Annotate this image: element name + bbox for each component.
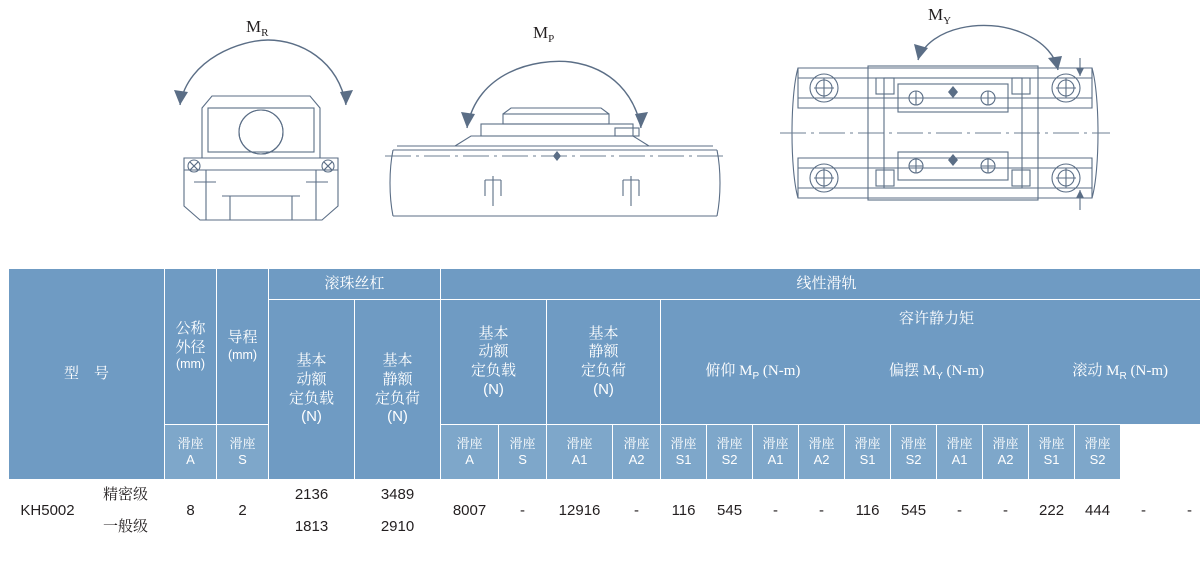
yaw-a2-label: A2 <box>813 452 830 467</box>
bs-sta-l1: 基本 <box>382 352 413 369</box>
carriage-prefix-8: 滑座 <box>716 435 743 451</box>
bs-sta-l3: 定负荷 <box>375 389 421 407</box>
carriage-prefix-4: 滑座 <box>509 435 536 451</box>
bs-dyn-l1: 基本 <box>296 352 327 369</box>
cell-pitch-s1: - <box>753 480 799 544</box>
cell-grade-precision: 精密级 <box>87 480 165 512</box>
subheader-roll-a2 <box>983 425 1029 480</box>
cell-yaw-a2: 545 <box>891 480 937 544</box>
rolling-moment-label: $M_R$ <box>246 17 269 39</box>
subheader-pitch-s1 <box>661 425 707 480</box>
carriage-prefix-5: 滑座 <box>566 435 593 451</box>
cell-pitch-a2: 545 <box>707 480 753 544</box>
pitch-s2-label: S2 <box>721 452 738 467</box>
carriage-prefix-15: 滑座 <box>1038 435 1065 451</box>
carriage-s-1: S <box>238 452 247 467</box>
cell-roll-s1: - <box>1121 480 1167 544</box>
carriage-prefix-16: 滑座 <box>1084 435 1111 451</box>
cell-rail-static-s: - <box>613 480 661 544</box>
header-moment-roll <box>1028 357 1200 388</box>
moment-pitch-label: 俯仰 M <box>705 362 753 379</box>
header-group-rail: 线性滑轨 <box>441 269 1200 300</box>
header-lead <box>217 269 269 425</box>
carriage-s-2: S <box>518 452 527 467</box>
header-rail-dynamic <box>441 300 547 425</box>
subheader-pitch-s2 <box>707 425 753 480</box>
specification-table-wrap <box>8 268 1192 544</box>
yaw-a1-label: A1 <box>767 452 784 467</box>
bs-dyn-l3: 定负载 <box>289 389 335 407</box>
yaw-s2-label: S2 <box>905 452 922 467</box>
pitch-s1-label: S1 <box>675 452 692 467</box>
header-moment-pitch <box>661 357 845 388</box>
carriage-prefix-13: 滑座 <box>946 435 973 451</box>
yawing-moment-label: $M_Y$ <box>928 5 952 27</box>
carriage-prefix-9: 滑座 <box>762 435 789 451</box>
subheader-roll-s1 <box>1029 425 1075 480</box>
bs-dyn-l2: 动额 <box>296 370 327 388</box>
header-model: 型 号 <box>9 269 165 480</box>
header-group-ballscrew: 滚珠丝杠 <box>269 269 441 300</box>
carriage-prefix-1: 滑座 <box>177 435 204 451</box>
rail-dyn-l1: 基本 <box>478 324 509 342</box>
subheader-yaw-s1 <box>845 425 891 480</box>
subheader-pitch-a2 <box>613 425 661 480</box>
carriage-prefix-11: 滑座 <box>854 435 881 451</box>
rail-sta-unit: (N) <box>593 380 614 398</box>
subheader-yaw-a2 <box>799 425 845 480</box>
roll-a2-label: A2 <box>997 452 1014 467</box>
cell-bs-dynamic-precision: 2136 <box>269 480 355 512</box>
header-outer-dia <box>165 269 217 425</box>
bs-dyn-unit: (N) <box>301 408 322 426</box>
subheader-rail-dyn-a <box>165 425 217 480</box>
header-rail-static <box>547 300 661 425</box>
yawing-moment-diagram <box>780 0 1110 245</box>
header-outer-dia-unit: (mm) <box>175 357 206 372</box>
specification-table <box>8 268 1200 544</box>
bs-sta-unit: (N) <box>387 408 408 426</box>
subheader-yaw-a1 <box>753 425 799 480</box>
yaw-s1-label: S1 <box>859 452 876 467</box>
header-outer-dia-l1: 公称 <box>175 319 206 337</box>
rail-sta-l2: 静额 <box>588 343 619 361</box>
rail-dyn-l3: 定负载 <box>471 362 517 379</box>
carriage-prefix-6: 滑座 <box>623 435 650 451</box>
cell-bs-static-general: 2910 <box>355 512 441 544</box>
cell-rail-dynamic-s: - <box>499 480 547 544</box>
moment-roll-sub: R <box>1119 370 1127 382</box>
subheader-roll-s2 <box>1075 425 1121 480</box>
header-bs-static <box>355 300 441 480</box>
cell-rail-dynamic-a: 8007 <box>441 480 499 544</box>
cell-yaw-s1: - <box>937 480 983 544</box>
carriage-prefix-2: 滑座 <box>229 435 256 451</box>
cell-pitch-a1: 116 <box>661 480 707 544</box>
rolling-moment-diagram <box>150 10 370 240</box>
bs-sta-l2: 静额 <box>382 370 413 388</box>
cell-yaw-a1: 116 <box>845 480 891 544</box>
carriage-prefix-3: 滑座 <box>456 435 483 451</box>
roll-s1-label: S1 <box>1043 452 1060 467</box>
table-header <box>9 269 1200 480</box>
pitch-a1-label: A1 <box>571 452 588 467</box>
roll-s2-label: S2 <box>1089 452 1106 467</box>
cell-roll-s2: - <box>1167 480 1200 544</box>
carriage-prefix-7: 滑座 <box>670 435 697 451</box>
cell-grade-general: 一般级 <box>87 512 165 544</box>
header-group-moment <box>661 300 1200 425</box>
pitching-moment-diagram <box>385 10 725 240</box>
cell-bs-dynamic-general: 1813 <box>269 512 355 544</box>
cell-pitch-s2: - <box>799 480 845 544</box>
cell-lead: 2 <box>217 480 269 544</box>
cell-bs-static-precision: 3489 <box>355 480 441 512</box>
cell-model: KH5002 <box>9 480 87 544</box>
table-row <box>9 480 1200 512</box>
diagram-strip <box>0 0 1200 262</box>
roll-a1-label: A1 <box>951 452 968 467</box>
header-moment-yaw <box>845 357 1029 388</box>
rail-dyn-l2: 动额 <box>478 343 509 361</box>
moment-yaw-label: 偏摆 M <box>889 362 937 379</box>
rail-sta-l3: 定负荷 <box>581 362 627 379</box>
header-bs-dynamic <box>269 300 355 480</box>
moment-roll-unit: (N-m) <box>1126 362 1168 379</box>
subheader-rail-sta-a <box>441 425 499 480</box>
rail-sta-l1: 基本 <box>588 324 619 342</box>
cell-rail-static-a: 12916 <box>547 480 613 544</box>
moment-roll-label: 滚动 M <box>1072 362 1120 379</box>
header-group-moment-label: 容许静力矩 <box>899 310 975 327</box>
pitching-moment-label: $M_P$ <box>533 23 555 45</box>
pitch-a2-label: A2 <box>628 452 645 467</box>
carriage-prefix-10: 滑座 <box>808 435 835 451</box>
rail-dyn-unit: (N) <box>483 380 504 398</box>
subheader-yaw-s2 <box>891 425 937 480</box>
moment-pitch-sub: P <box>752 370 760 382</box>
table-body <box>9 480 1200 544</box>
carriage-a-2: A <box>465 452 474 467</box>
subheader-pitch-a1 <box>547 425 613 480</box>
cell-roll-a1: 222 <box>1029 480 1075 544</box>
cell-outer-dia: 8 <box>165 480 217 544</box>
cell-yaw-s2: - <box>983 480 1029 544</box>
cell-roll-a2: 444 <box>1075 480 1121 544</box>
carriage-a-1: A <box>186 452 195 467</box>
header-outer-dia-l2: 外径 <box>175 338 206 356</box>
subheader-rail-dyn-s <box>217 425 269 480</box>
moment-yaw-sub: Y <box>936 370 943 382</box>
subheader-roll-a1 <box>937 425 983 480</box>
carriage-prefix-12: 滑座 <box>900 435 927 451</box>
moment-yaw-unit: (N-m) <box>942 362 985 379</box>
moment-pitch-unit: (N-m) <box>759 362 801 379</box>
header-lead-l1: 导程 <box>227 329 258 347</box>
carriage-prefix-14: 滑座 <box>992 435 1019 451</box>
subheader-rail-sta-s <box>499 425 547 480</box>
header-lead-unit: (mm) <box>227 348 258 363</box>
